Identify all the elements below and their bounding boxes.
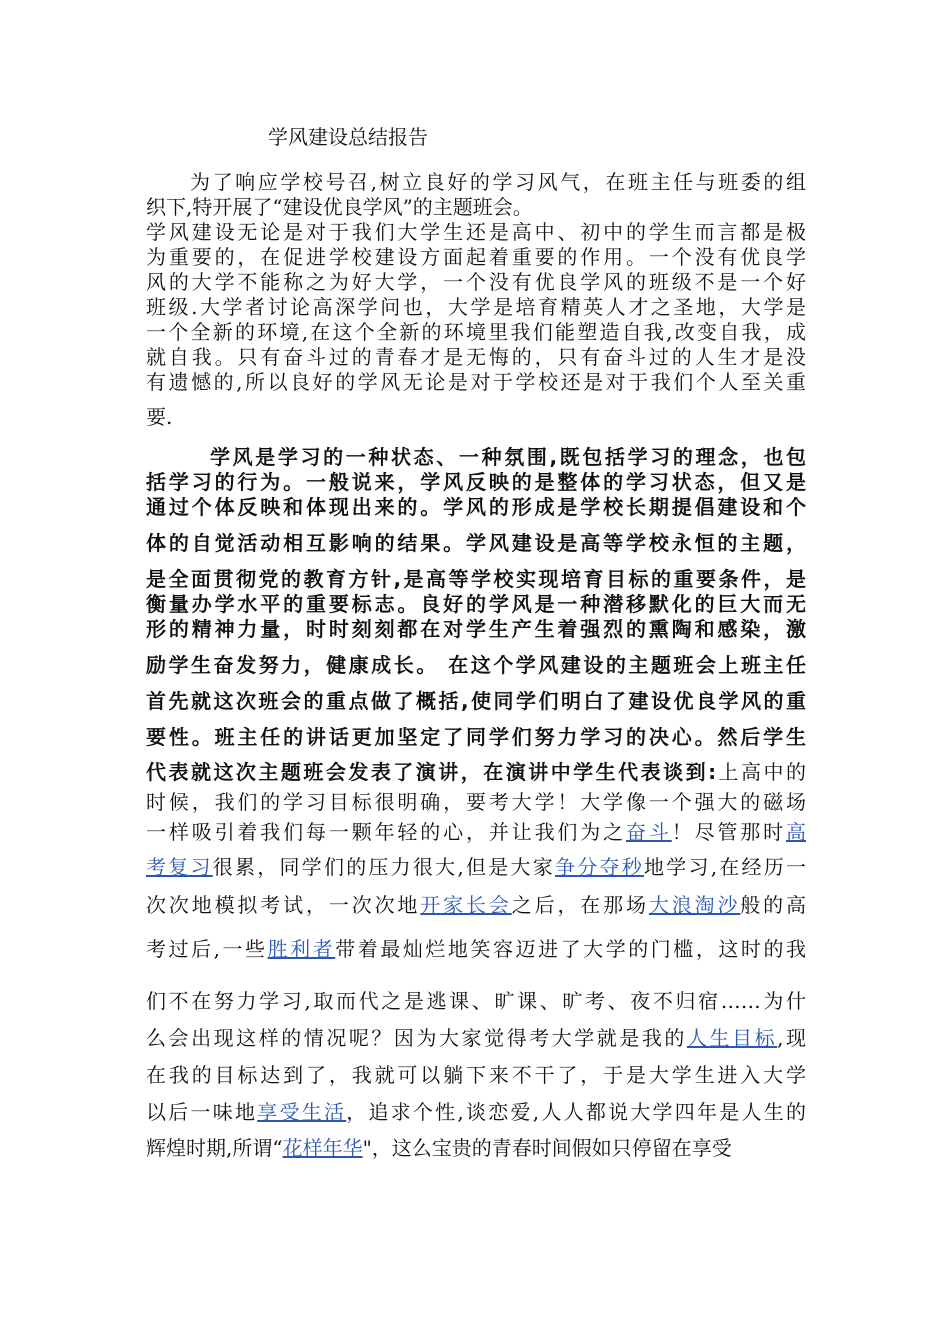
text-segment: 辉煌时期,所谓“	[146, 1136, 283, 1160]
text-line	[146, 220, 806, 244]
text-segment: ，追求个性,谈恋爱,人人都说大学四年是人生的	[346, 1100, 806, 1124]
hyperlink[interactable]: 奋斗	[626, 820, 672, 844]
text-segment: 考过后,一些	[146, 937, 268, 961]
text-segment: 在我的目标达到了，我就可以躺下来不干了，于是大学生进入大学	[146, 1063, 806, 1087]
text-segment: 上高中的	[716, 760, 806, 784]
text-line	[146, 345, 806, 369]
text-segment: 一样吸引着我们每一颗年轻的心，并让我们为之	[146, 820, 626, 844]
text-line	[146, 617, 806, 641]
text-line	[146, 790, 806, 814]
text-line	[146, 1026, 806, 1050]
text-line	[146, 725, 806, 749]
text-segment: 次次地模拟考试，一次次地	[146, 893, 421, 917]
text-segment: 励学生奋发努力，健康成长。 在这个学风建设的主题班会上班主任	[146, 653, 806, 677]
text-segment: 般的高	[740, 893, 806, 917]
text-segment: 们不在努力学习,取而代之是逃课、旷课、旷考、夜不归宿……为什	[146, 989, 806, 1013]
text-segment: 体的自觉活动相互影响的结果。学风建设是高等学校永恒的主题，	[146, 531, 806, 555]
text-line	[146, 1136, 806, 1160]
text-segment: 很累，同学们的压力很大,但是大家	[212, 855, 555, 879]
text-segment: 织下,特开展了“建设优良学风”的主题班会。	[146, 195, 533, 219]
hyperlink[interactable]: 花样年华	[282, 1136, 363, 1160]
text-segment: 括学习的行为。一般说来，学风反映的是整体的学习状态，但又是	[146, 470, 806, 494]
text-line	[146, 245, 806, 269]
text-line	[146, 270, 806, 294]
text-segment: 以后一味地	[146, 1100, 258, 1124]
hyperlink[interactable]: 大浪淘沙	[648, 893, 741, 917]
text-line	[146, 760, 806, 784]
hyperlink[interactable]: 争分夺秒	[554, 855, 644, 879]
text-segment: 学风是学习的一种状态、一种氛围,既包括学习的理念，也包	[210, 445, 806, 469]
text-segment: 为了响应学校号召,树立良好的学习风气，在班主任与班委的组	[190, 170, 806, 194]
text-line	[146, 592, 806, 616]
hyperlink[interactable]: 人生目标	[686, 1026, 778, 1050]
text-segment: 就自我。只有奋斗过的青春才是无悔的，只有奋斗过的人生才是没	[146, 345, 806, 369]
document-title: 学风建设总结报告	[268, 125, 428, 149]
text-segment: 衡量办学水平的重要标志。良好的学风是一种潜移默化的巨大而无	[146, 592, 806, 616]
text-line	[146, 370, 806, 394]
text-segment: 带着最灿烂地笑容迈进了大学的门槛，这时的我	[335, 937, 806, 961]
text-line	[146, 195, 806, 219]
text-line	[146, 653, 806, 677]
text-segment: 班级.大学者讨论高深学问也，大学是培育精英人才之圣地，大学是	[146, 295, 806, 319]
text-segment: "，这么宝贵的青春时间假如只停留在享受	[362, 1136, 732, 1160]
hyperlink[interactable]: 开家长会	[420, 893, 512, 917]
text-line	[146, 567, 806, 591]
text-segment: 有遗憾的,所以良好的学风无论是对于学校还是对于我们个人至关重	[146, 370, 806, 394]
text-segment: 一个全新的环境,在这个全新的环境里我们能塑造自我,改变自我，成	[146, 320, 806, 344]
text-line	[146, 320, 806, 344]
text-segment: ！尽管那时	[671, 820, 787, 844]
text-line	[146, 989, 806, 1013]
text-segment: 要性。班主任的讲话更加坚定了同学们努力学习的决心。然后学生	[146, 725, 806, 749]
text-segment: 为重要的，在促进学校建设方面起着重要的作用。一个没有优良学	[146, 245, 806, 269]
text-line	[146, 295, 806, 319]
text-segment: ,现	[777, 1026, 806, 1050]
text-line	[146, 495, 806, 519]
text-line	[146, 531, 806, 555]
text-segment: 之后，在那场	[511, 893, 649, 917]
text-line	[146, 470, 806, 494]
text-segment: 时候，我们的学习目标很明确，要考大学！大学像一个强大的磁场	[146, 790, 806, 814]
text-line	[146, 855, 806, 879]
text-line	[146, 893, 806, 917]
text-segment: 通过个体反映和体现出来的。学风的形成是学校长期提倡建设和个	[146, 495, 806, 519]
hyperlink[interactable]: 考复习	[146, 855, 213, 879]
text-segment: 首先就这次班会的重点做了概括,使同学们明白了建设优良学风的重	[146, 689, 806, 713]
text-line	[146, 820, 806, 844]
text-segment: 形的精神力量，时时刻刻都在对学生产生着强烈的熏陶和感染，激	[146, 617, 806, 641]
text-segment: 地学习,在经历一	[643, 855, 806, 879]
text-segment: 么会出现这样的情况呢？因为大家觉得考大学就是我的	[146, 1026, 687, 1050]
hyperlink[interactable]: 胜利者	[267, 937, 336, 961]
text-line	[210, 445, 806, 469]
text-segment: 是全面贯彻党的教育方针,是高等学校实现培育目标的重要条件，是	[146, 567, 806, 591]
text-segment: 风的大学不能称之为好大学，一个没有优良学风的班级不是一个好	[146, 270, 806, 294]
text-segment: 学风建设无论是对于我们大学生还是高中、初中的学生而言都是极	[146, 220, 806, 244]
text-line	[190, 170, 806, 194]
text-line	[146, 689, 806, 713]
hyperlink[interactable]: 享受生活	[257, 1100, 347, 1124]
text-line	[146, 1063, 806, 1087]
text-line	[146, 1100, 806, 1124]
text-line	[146, 937, 806, 961]
text-segment: 代表就这次主题班会发表了演讲，在演讲中学生代表谈到:	[146, 760, 717, 784]
text-line	[146, 405, 806, 429]
hyperlink[interactable]: 高	[786, 820, 806, 844]
text-segment: 要.	[146, 405, 173, 429]
